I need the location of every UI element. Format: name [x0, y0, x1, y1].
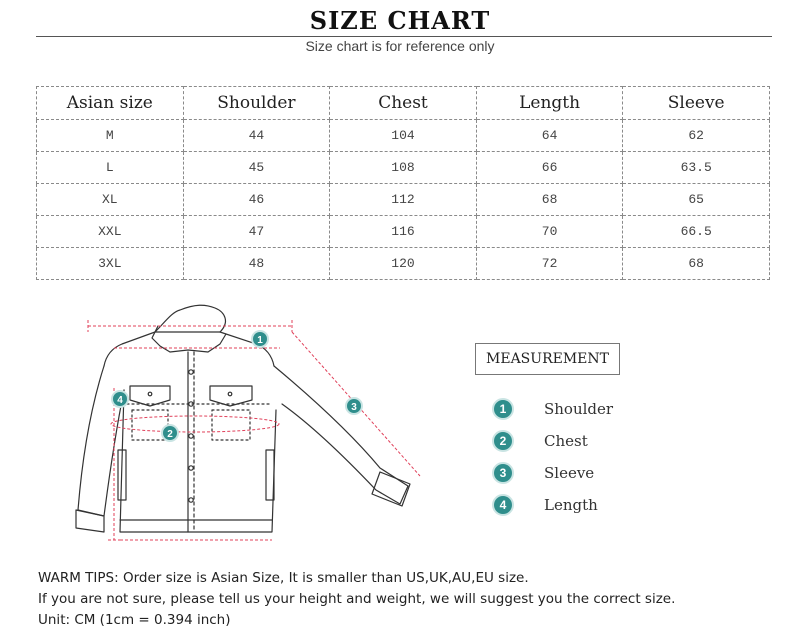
- tips-line-order-size: WARM TIPS: Order size is Asian Size, It is smaller than US,UK,AU,EU size.: [38, 570, 529, 586]
- table-cell: 47: [183, 216, 330, 248]
- table-cell: 66: [476, 152, 623, 184]
- title-divider: [36, 36, 772, 37]
- measurement-legend: [492, 393, 613, 521]
- table-cell: M: [37, 120, 184, 152]
- legend-item-sleeve: [492, 457, 613, 489]
- warm-tips: [38, 568, 778, 631]
- page-title: SIZE CHART: [309, 6, 491, 35]
- table-cell: 104: [330, 120, 477, 152]
- table-row: [37, 120, 770, 152]
- measurement-guide-lines: [88, 320, 420, 540]
- table-cell: 68: [476, 184, 623, 216]
- diagram-badge-shoulder: [252, 331, 268, 347]
- table-cell: 108: [330, 152, 477, 184]
- table-cell: 63.5: [623, 152, 770, 184]
- table-row: [37, 152, 770, 184]
- diagram-badge-length: [112, 391, 128, 407]
- table-cell: 72: [476, 248, 623, 280]
- table-cell: 3XL: [37, 248, 184, 280]
- table-header-row: [37, 87, 770, 120]
- table-cell: XL: [37, 184, 184, 216]
- diagram-badge-chest: [162, 425, 178, 441]
- svg-text:4: 4: [117, 395, 123, 406]
- table-cell: 66.5: [623, 216, 770, 248]
- page-subtitle: Size chart is for reference only: [305, 38, 495, 54]
- legend-item-shoulder: [492, 393, 613, 425]
- number-two-icon: 2: [492, 430, 514, 452]
- table-cell: 65: [623, 184, 770, 216]
- column-header-sleeve: Sleeve: [623, 87, 770, 120]
- table-cell: 68: [623, 248, 770, 280]
- tips-line-unit: Unit: CM (1cm = 0.394 inch): [38, 612, 231, 628]
- tips-line-contact: If you are not sure, please tell us your height and weight, we will suggest you the correct size.: [38, 591, 676, 607]
- table-row: [37, 216, 770, 248]
- diagram-badge-sleeve: [346, 398, 362, 414]
- jacket-measurement-diagram: [60, 300, 440, 560]
- column-header-chest: Chest: [330, 87, 477, 120]
- column-header-asian-size: Asian size: [37, 87, 184, 120]
- table-cell: XXL: [37, 216, 184, 248]
- table-cell: 44: [183, 120, 330, 152]
- table-cell: 62: [623, 120, 770, 152]
- table-cell: 46: [183, 184, 330, 216]
- table-cell: 120: [330, 248, 477, 280]
- table-row: [37, 248, 770, 280]
- legend-label: Sleeve: [544, 464, 595, 482]
- column-header-shoulder: Shoulder: [183, 87, 330, 120]
- size-table: [36, 86, 770, 280]
- svg-text:3: 3: [351, 402, 357, 413]
- table-cell: 45: [183, 152, 330, 184]
- jacket-outline-icon: [76, 305, 410, 532]
- number-three-icon: 3: [492, 462, 514, 484]
- table-cell: 64: [476, 120, 623, 152]
- table-cell: 48: [183, 248, 330, 280]
- measurement-heading: MEASUREMENT: [475, 343, 620, 375]
- legend-label: Length: [544, 496, 598, 514]
- number-four-icon: 4: [492, 494, 514, 516]
- number-one-icon: 1: [492, 398, 514, 420]
- table-cell: 70: [476, 216, 623, 248]
- table-cell: 116: [330, 216, 477, 248]
- table-cell: 112: [330, 184, 477, 216]
- table-cell: L: [37, 152, 184, 184]
- svg-text:2: 2: [167, 429, 173, 440]
- svg-text:1: 1: [257, 335, 263, 346]
- table-row: [37, 184, 770, 216]
- column-header-length: Length: [476, 87, 623, 120]
- legend-item-chest: [492, 425, 613, 457]
- legend-label: Shoulder: [544, 400, 614, 418]
- legend-item-length: [492, 489, 613, 521]
- legend-label: Chest: [544, 432, 588, 450]
